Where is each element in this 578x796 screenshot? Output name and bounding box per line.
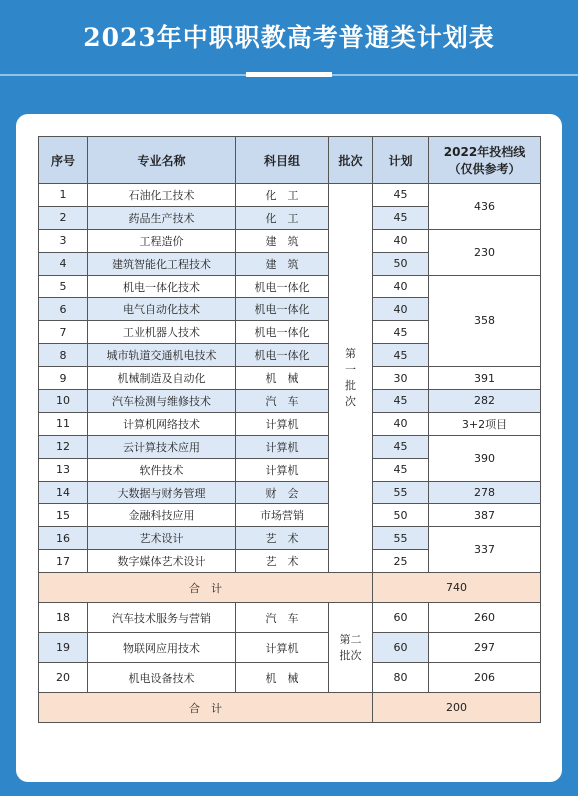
cell-plan: 80 — [373, 663, 429, 693]
cell-plan: 45 — [373, 321, 429, 344]
table-row — [39, 412, 541, 435]
header-score-line2: （仅供参考） — [448, 162, 521, 176]
cell-subject: 化 工 — [236, 206, 329, 229]
table-row — [39, 603, 541, 633]
cell-score: 390 — [429, 435, 541, 481]
cell-plan: 40 — [373, 412, 429, 435]
cell-major: 工程造价 — [88, 229, 236, 252]
cell-plan: 60 — [373, 633, 429, 663]
table-row — [39, 184, 541, 207]
cell-plan: 25 — [373, 550, 429, 573]
cell-plan: 55 — [373, 481, 429, 504]
total-row-2 — [39, 693, 541, 723]
cell-subject: 计算机 — [236, 458, 329, 481]
header-seq: 序号 — [39, 137, 88, 184]
total-row-1 — [39, 573, 541, 603]
cell-subject: 财 会 — [236, 481, 329, 504]
cell-major: 建筑智能化工程技术 — [88, 252, 236, 275]
batch2-line: 第二 — [339, 632, 362, 646]
cell-seq: 3 — [39, 229, 88, 252]
cell-major: 计算机网络技术 — [88, 412, 236, 435]
cell-seq: 15 — [39, 504, 88, 527]
cell-subject: 汽 车 — [236, 390, 329, 413]
cell-score: 436 — [429, 184, 541, 230]
cell-seq: 20 — [39, 663, 88, 693]
cell-subject: 艺 术 — [236, 527, 329, 550]
header-score — [429, 137, 541, 184]
cell-seq: 9 — [39, 367, 88, 390]
cell-plan: 45 — [373, 344, 429, 367]
table-row — [39, 481, 541, 504]
table-row — [39, 435, 541, 458]
batch2-line: 批次 — [339, 648, 362, 662]
table-row — [39, 367, 541, 390]
batch1-char: 一 — [345, 363, 356, 377]
cell-major: 城市轨道交通机电技术 — [88, 344, 236, 367]
cell-subject: 汽 车 — [236, 603, 329, 633]
cell-seq: 8 — [39, 344, 88, 367]
cell-major: 机电一体化技术 — [88, 275, 236, 298]
cell-major: 物联网应用技术 — [88, 633, 236, 663]
cell-subject: 建 筑 — [236, 252, 329, 275]
total-label: 合 计 — [39, 573, 373, 603]
cell-plan: 55 — [373, 527, 429, 550]
total-value: 740 — [373, 573, 541, 603]
cell-major: 电气自动化技术 — [88, 298, 236, 321]
cell-plan: 40 — [373, 229, 429, 252]
cell-score: 297 — [429, 633, 541, 663]
page-title: 2023年中职职教高考普通类计划表 — [83, 23, 495, 52]
header-plan: 计划 — [373, 137, 429, 184]
table-row — [39, 275, 541, 298]
cell-score: 3+2项目 — [429, 412, 541, 435]
cell-major: 大数据与财务管理 — [88, 481, 236, 504]
header-major: 专业名称 — [88, 137, 236, 184]
cell-batch-2 — [329, 603, 373, 693]
cell-subject: 机电一体化 — [236, 344, 329, 367]
cell-subject: 机电一体化 — [236, 275, 329, 298]
cell-plan: 40 — [373, 275, 429, 298]
cell-plan: 50 — [373, 252, 429, 275]
cell-plan: 45 — [373, 184, 429, 207]
table-row — [39, 504, 541, 527]
cell-plan: 45 — [373, 390, 429, 413]
cell-batch-1 — [329, 184, 373, 573]
cell-major: 数字媒体艺术设计 — [88, 550, 236, 573]
cell-major: 石油化工技术 — [88, 184, 236, 207]
batch1-char: 批 — [345, 379, 356, 393]
cell-plan: 60 — [373, 603, 429, 633]
table-row — [39, 229, 541, 252]
cell-seq: 14 — [39, 481, 88, 504]
cell-major: 机电设备技术 — [88, 663, 236, 693]
cell-seq: 17 — [39, 550, 88, 573]
cell-seq: 18 — [39, 603, 88, 633]
cell-major: 药品生产技术 — [88, 206, 236, 229]
cell-seq: 13 — [39, 458, 88, 481]
footnote: 注：以上招生专业以江苏省教育厅审核公布为准。 — [36, 747, 301, 761]
cell-subject: 计算机 — [236, 633, 329, 663]
header-row — [39, 137, 541, 184]
cell-plan: 45 — [373, 206, 429, 229]
cell-major: 艺术设计 — [88, 527, 236, 550]
cell-score: 358 — [429, 275, 541, 367]
cell-subject: 机 械 — [236, 367, 329, 390]
table-row — [39, 663, 541, 693]
cell-seq: 6 — [39, 298, 88, 321]
cell-seq: 1 — [39, 184, 88, 207]
cell-subject: 市场营销 — [236, 504, 329, 527]
cell-subject: 建 筑 — [236, 229, 329, 252]
cell-seq: 7 — [39, 321, 88, 344]
cell-major: 汽车技术服务与营销 — [88, 603, 236, 633]
cell-plan: 45 — [373, 435, 429, 458]
table-row — [39, 390, 541, 413]
cell-major: 软件技术 — [88, 458, 236, 481]
cell-seq: 5 — [39, 275, 88, 298]
cell-major: 汽车检测与维修技术 — [88, 390, 236, 413]
cell-seq: 4 — [39, 252, 88, 275]
cell-subject: 化 工 — [236, 184, 329, 207]
total-label: 合 计 — [39, 693, 373, 723]
header-score-line1: 2022年投档线 — [443, 145, 526, 159]
table-row — [39, 633, 541, 663]
cell-seq: 11 — [39, 412, 88, 435]
cell-major: 云计算技术应用 — [88, 435, 236, 458]
total-value: 200 — [373, 693, 541, 723]
cell-seq: 19 — [39, 633, 88, 663]
plan-table — [38, 136, 541, 723]
cell-plan: 40 — [373, 298, 429, 321]
header-subject: 科目组 — [236, 137, 329, 184]
cell-subject: 机电一体化 — [236, 298, 329, 321]
cell-seq: 2 — [39, 206, 88, 229]
cell-score: 230 — [429, 229, 541, 275]
cell-score: 337 — [429, 527, 541, 573]
cell-subject: 计算机 — [236, 435, 329, 458]
cell-score: 206 — [429, 663, 541, 693]
cell-subject: 艺 术 — [236, 550, 329, 573]
cell-score: 387 — [429, 504, 541, 527]
cell-major: 机械制造及自动化 — [88, 367, 236, 390]
cell-plan: 30 — [373, 367, 429, 390]
batch1-char: 第 — [345, 347, 356, 361]
cell-seq: 16 — [39, 527, 88, 550]
cell-subject: 机电一体化 — [236, 321, 329, 344]
cell-score: 282 — [429, 390, 541, 413]
cell-score: 391 — [429, 367, 541, 390]
cell-plan: 45 — [373, 458, 429, 481]
cell-major: 工业机器人技术 — [88, 321, 236, 344]
header-batch: 批次 — [329, 137, 373, 184]
cell-seq: 12 — [39, 435, 88, 458]
cell-subject: 机 械 — [236, 663, 329, 693]
title-rule-accent — [246, 72, 332, 77]
cell-score: 278 — [429, 481, 541, 504]
batch1-char: 次 — [345, 395, 356, 409]
cell-plan: 50 — [373, 504, 429, 527]
cell-major: 金融科技应用 — [88, 504, 236, 527]
cell-score: 260 — [429, 603, 541, 633]
cell-subject: 计算机 — [236, 412, 329, 435]
cell-seq: 10 — [39, 390, 88, 413]
table-row — [39, 527, 541, 550]
